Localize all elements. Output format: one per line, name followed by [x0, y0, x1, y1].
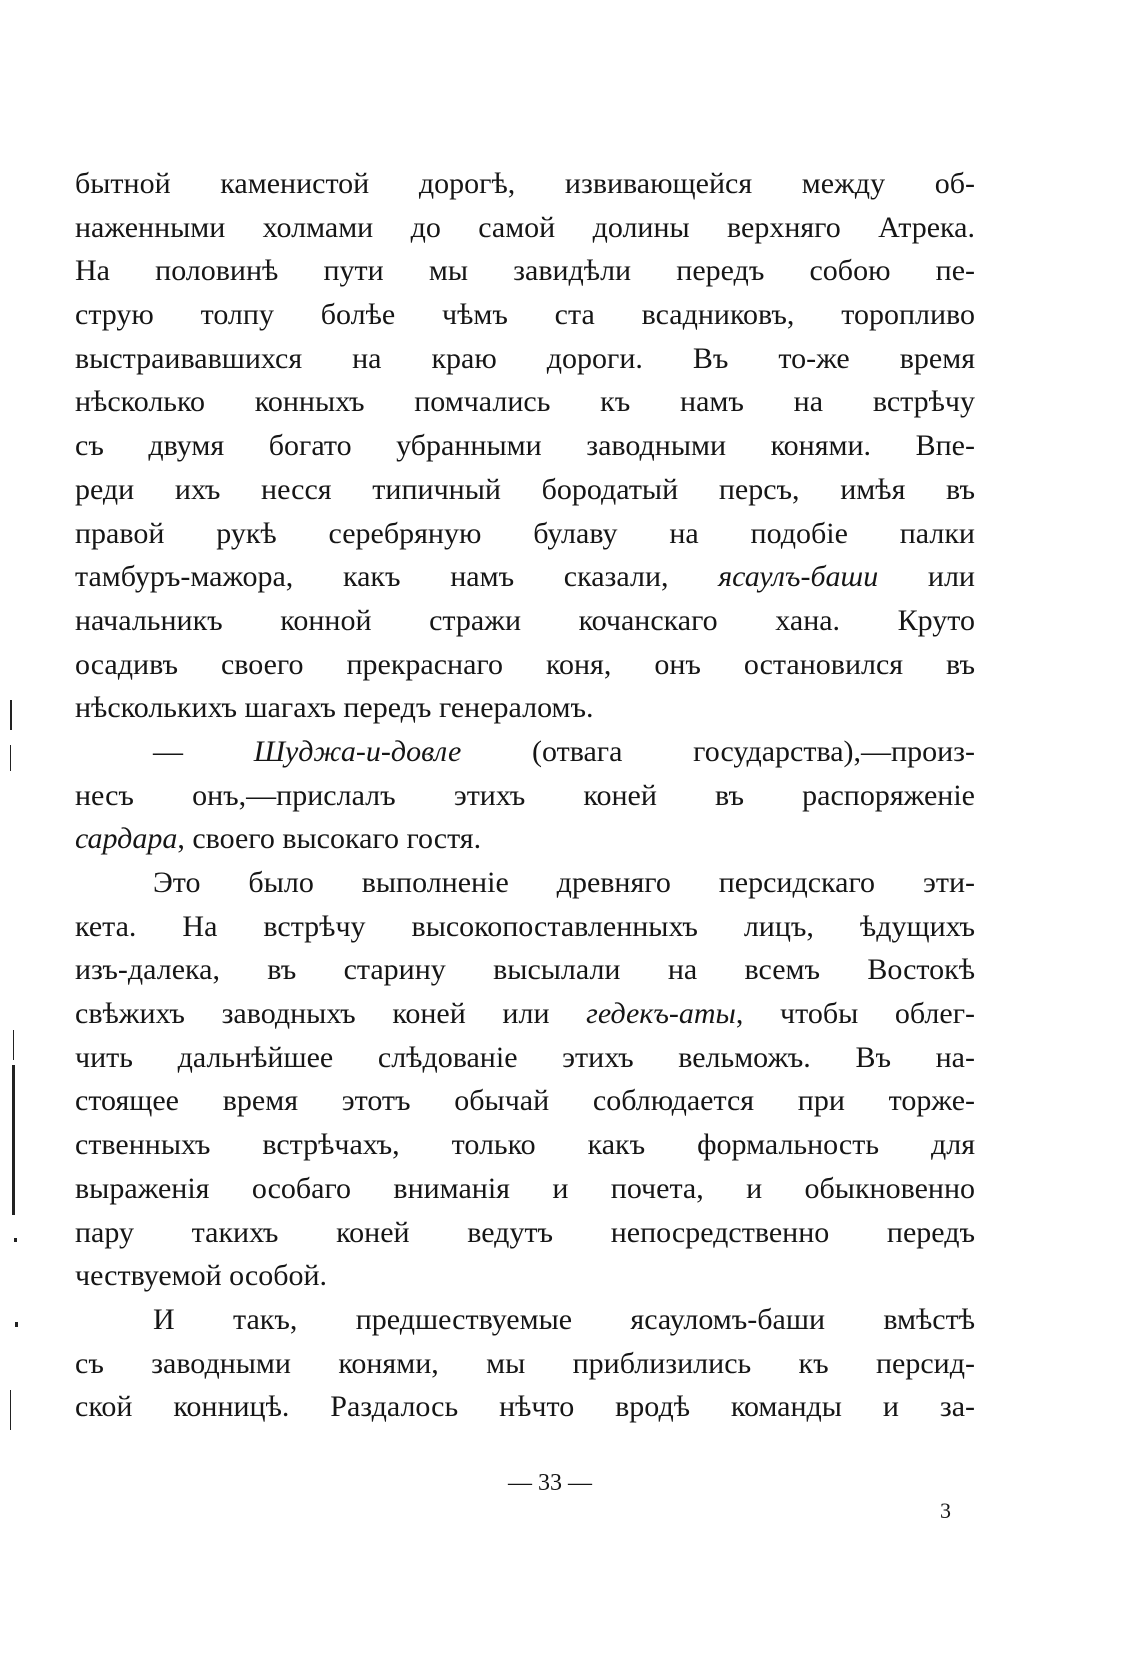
italic-term: Шуджа-и-довле: [253, 734, 462, 768]
text-line: бытной каменистой дорогѣ, извивающейся между об-: [75, 167, 975, 200]
text-run: (отвага государства),—произ-: [461, 734, 975, 768]
text-line: струю толпу болѣе чѣмъ ста всадниковъ, торопливо: [75, 298, 975, 332]
italic-term: сардара: [75, 822, 178, 856]
text-line: чить дальнѣйшее слѣдованіе этихъ вельможъ. Въ на-: [75, 1040, 975, 1074]
text-run: тамбуръ-мажора, какъ намъ сказали,: [75, 560, 719, 594]
text-run: , чтобы облег-: [735, 997, 975, 1031]
text-line: несъ онъ,—прислалъ этихъ коней въ распоряженіе: [75, 778, 975, 812]
text-line: начальникъ конной стражи кочанскаго хана. Круто: [75, 603, 975, 637]
text-line: ственныхъ встрѣчахъ, только какъ формальность для: [75, 1128, 975, 1162]
text-line: изъ-далека, въ старину высылали на всемъ Востокѣ: [75, 953, 975, 987]
text-run: или: [878, 560, 975, 594]
text-run: —: [153, 734, 254, 768]
text-line: реди ихъ несся типичный бородатый персъ, имѣя въ: [75, 472, 975, 506]
margin-scan-line: [10, 700, 12, 730]
text-line: правой рукѣ серебряную булаву на подобіе палки: [75, 516, 975, 550]
text-line: нѣсколькихъ шагахъ передъ генераломъ.: [75, 691, 594, 725]
paragraph-4: [75, 1298, 975, 1429]
paragraph-3: [75, 861, 975, 1298]
text-line: выстраивавшихся на краю дороги. Въ то-же время: [75, 341, 975, 375]
margin-scan-line: [13, 1030, 14, 1060]
text-run: свѣжихъ заводныхъ коней или: [75, 997, 587, 1031]
text-line: чествуемой особой.: [75, 1259, 328, 1293]
margin-scan-dot: [14, 1238, 17, 1242]
text-line: выраженія особаго вниманія и почета, и обыкновенно: [75, 1171, 975, 1205]
italic-term: гедекъ-аты: [586, 997, 736, 1031]
text-line: нѣсколько конныхъ помчались къ намъ на встрѣчу: [75, 385, 975, 419]
margin-scan-line: [10, 1390, 11, 1430]
text-line: съ двумя богато убранными заводными конями. Впе-: [75, 429, 975, 463]
margin-scan-line: [12, 1065, 15, 1215]
text-line: осадивъ своего прекраснаго коня, онъ остановился въ: [75, 647, 975, 681]
margin-scan-line: [10, 745, 11, 771]
text-line: стоящее время этотъ обычай соблюдается при торже-: [75, 1084, 975, 1118]
paragraph-2: [75, 730, 975, 861]
text-line: [75, 555, 975, 599]
text-line: кета. На встрѣчу высокопоставленныхъ лицъ, ѣдущихъ: [75, 909, 975, 943]
text-line: На половинѣ пути мы завидѣли передъ собою пе-: [75, 254, 975, 288]
text-line: [75, 817, 975, 861]
page-number: — 33 —: [508, 1470, 592, 1496]
text-line: Это было выполненіе древняго персидскаго эти-: [153, 866, 975, 899]
text-line: ской конницѣ. Раздалось нѣчто вродѣ команды и за-: [75, 1390, 975, 1424]
margin-scan-dot: [15, 1322, 18, 1327]
text-line: пару такихъ коней ведутъ непосредственно передъ: [75, 1215, 975, 1249]
text-line: [75, 992, 975, 1036]
text-line: съ заводными конями, мы приблизились къ персид-: [75, 1346, 975, 1380]
text-run: , своего высокаго гостя.: [177, 822, 482, 856]
text-line: наженными холмами до самой долины верхняго Атрека.: [75, 210, 975, 244]
italic-term: ясаулъ-баши: [718, 560, 879, 594]
body-text: [75, 162, 975, 1429]
signature-mark: 3: [940, 1498, 951, 1523]
text-line: И такъ, предшествуемые ясауломъ-баши вмѣстѣ: [153, 1302, 975, 1336]
text-line: [75, 730, 975, 774]
paragraph-1: [75, 162, 975, 730]
